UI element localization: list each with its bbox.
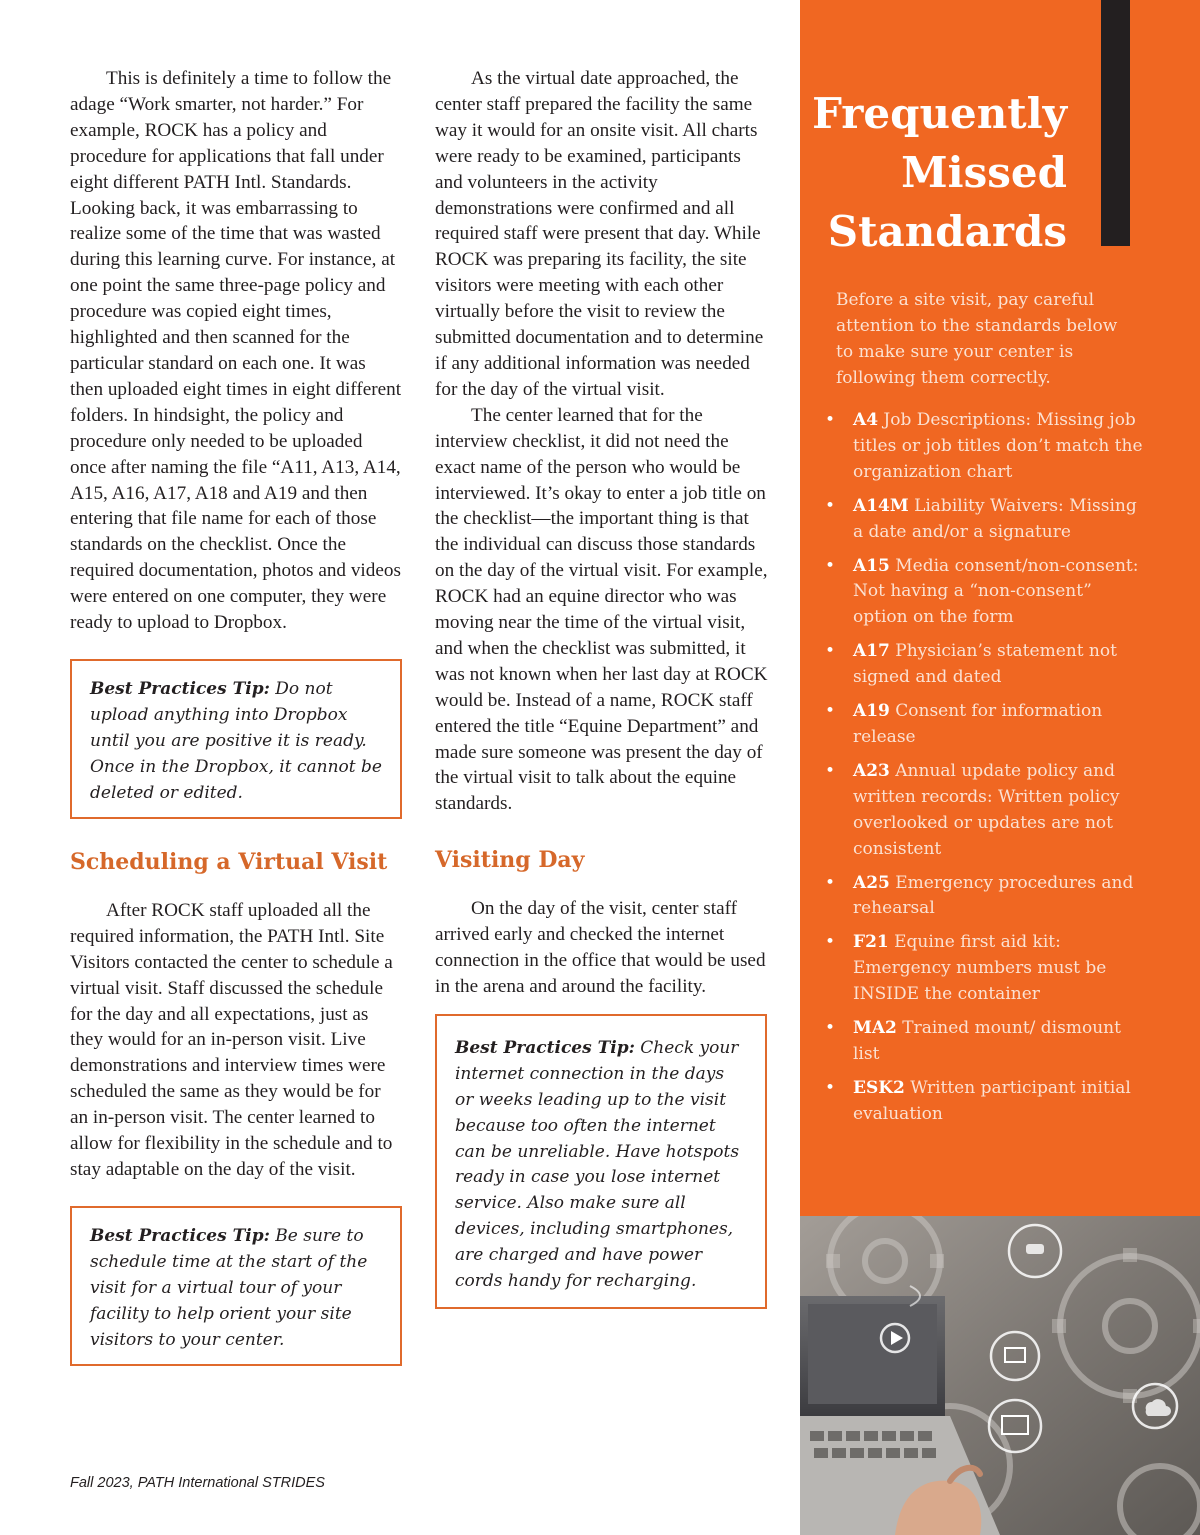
standard-text: Liability Waivers: Missing a date and/or a signature <box>853 495 1137 542</box>
tip-box <box>435 1014 767 1309</box>
standard-code: A19 <box>853 701 890 722</box>
body-paragraph: As the virtual date approached, the center staff prepared the facility the same way it would for an onsite visit. All charts were ready to be examined, participants and volunteers in the activity demonstrations were confirmed and all required staff were present that day. While ROCK was preparing its facility, the site visitors were meeting with each other virtually before the visit to review the submitted documentation and to determine if any additional information was needed for the day of the virtual visit. <box>435 68 764 400</box>
list-item <box>823 554 1143 632</box>
tip-box <box>70 659 402 819</box>
page-footer: Fall 2023, PATH International STRIDES <box>70 1475 325 1491</box>
list-item <box>823 1016 1143 1068</box>
bullet-icon: • <box>825 555 836 576</box>
tip-text: Check your internet connection in the days or weeks leading up to the visit because too often the internet can be unreliable. Have hotspots ready in case you lose internet service. Also make sure all devices, including smartphones, are charged and have power cords handy for recharging. <box>455 1037 740 1292</box>
bullet-icon: • <box>825 495 836 516</box>
standard-text: Media consent/non-consent: Not having a “non-consent” option on the form <box>853 555 1139 628</box>
tip-box <box>70 1206 402 1366</box>
standard-text: Trained mount/ dismount list <box>853 1018 1121 1064</box>
column-left <box>70 66 402 1366</box>
list-item <box>823 408 1143 486</box>
photo-illustration <box>800 1216 1200 1535</box>
bullet-icon: • <box>825 872 836 893</box>
bullet-icon: • <box>825 1077 836 1098</box>
list-item <box>823 639 1143 691</box>
list-item <box>823 1076 1143 1128</box>
laptop-gears-photo <box>800 1216 1200 1535</box>
section-heading: Scheduling a Virtual Visit <box>70 848 388 875</box>
standard-code: A4 <box>853 410 879 430</box>
sidebar-accent-bar <box>1101 0 1130 246</box>
standard-text: Annual update policy and written records: Written policy overlooked or updates are not consistent <box>853 760 1120 859</box>
sidebar-title-line: Missed <box>901 148 1067 197</box>
sidebar-title-line: Standards <box>827 207 1067 256</box>
standards-list <box>823 408 1143 1128</box>
body-paragraph: This is definitely a time to follow the adage “Work smarter, not harder.” For example, ROCK has a policy and procedure for applications that fall under eight different PATH Intl. Standards. Looking back, it was embarrassing to realize some of the time that was wasted during this learning curve. For instance, at one point the same three-page policy and procedure was copied eight times, highlighted and then scanned for the particular standard on each one. It was then uploaded eight times in eight different folders. In hindsight, the policy and procedure only needed to be uploaded once after naming the file “A11, A13, A14, A15, A16, A17, A18 and A19 and then entering that file name for each of those standards on the checklist. Once the required documentation, photos and videos were entered on one computer, they were ready to upload to Dropbox. <box>70 68 402 634</box>
body-paragraph: After ROCK staff uploaded all the required information, the PATH Intl. Site Visitors contacted the center to schedule a virtual visit. Staff discussed the schedule for the day and all expectations, just as they would for an in-person visit. Live demonstrations and interview times were scheduled the same as they would be for an in-person visit. The center learned to allow for flexibility in the schedule and to stay adaptable on the day of the visit. <box>70 899 393 1180</box>
column-middle <box>435 66 768 1309</box>
body-paragraph: The center learned that for the interview checklist, it did not need the exact name of the person who would be interviewed. It’s okay to enter a job title on the checklist—the important thing is that the individual can discuss those standards on the day of the virtual visit. For example, ROCK had an equine director who was moving near the time of the virtual visit, and when the checklist was submitted, it was not known when her last day at ROCK would be. Instead of a name, ROCK staff entered the title “Equine Department” and made sure someone was present the day of the virtual visit to talk about the equine standards. <box>435 404 768 815</box>
standard-code: A17 <box>853 641 890 662</box>
bullet-icon: • <box>825 760 836 781</box>
list-item <box>823 871 1143 923</box>
tip-text: Be sure to schedule time at the start of the visit for a virtual tour of your facility to help orient your site visitors to your center. <box>90 1225 368 1350</box>
standard-code: ESK2 <box>853 1077 905 1098</box>
standard-code: MA2 <box>853 1018 897 1039</box>
standard-code: F21 <box>853 932 889 953</box>
body-paragraph: On the day of the visit, center staff arrived early and checked the internet connection in the office that would be used in the arena and around the facility. <box>435 898 766 997</box>
standard-code: A25 <box>853 872 890 893</box>
standard-code: A15 <box>853 555 890 576</box>
standard-text: Written participant initial evaluation <box>853 1077 1131 1124</box>
standard-code: A23 <box>853 760 890 781</box>
bullet-icon: • <box>825 1018 836 1039</box>
tip-text: Do not upload anything into Dropbox until you are positive it is ready. Once in the Dropbox, it cannot be deleted or edited. <box>90 678 382 803</box>
standard-text: Equine first aid kit: Emergency numbers must be INSIDE the container <box>853 932 1107 1005</box>
list-item <box>823 759 1143 863</box>
standard-text: Emergency procedures and rehearsal <box>853 872 1134 919</box>
standard-text: Consent for information release <box>853 701 1103 747</box>
standard-text: Physician’s statement not signed and dated <box>853 641 1117 688</box>
bullet-icon: • <box>825 932 836 953</box>
sidebar-title-line: Frequently <box>812 89 1067 138</box>
tip-label: Best Practices Tip: <box>455 1037 635 1058</box>
bullet-icon: • <box>825 410 836 430</box>
standard-text: Job Descriptions: Missing job titles or job titles don’t match the organization chart <box>853 410 1143 482</box>
sidebar-title <box>810 84 1067 261</box>
standard-code: A14M <box>853 495 909 516</box>
bullet-icon: • <box>825 701 836 722</box>
bullet-icon: • <box>825 641 836 662</box>
list-item <box>823 930 1143 1008</box>
section-heading: Visiting Day <box>435 847 585 874</box>
tip-label: Best Practices Tip: <box>90 678 270 699</box>
list-item <box>823 494 1143 546</box>
sidebar-intro: Before a site visit, pay careful attention to the standards below to make sure your center is following them correctly. <box>836 290 1118 388</box>
tip-label: Best Practices Tip: <box>90 1225 270 1246</box>
list-item <box>823 699 1143 751</box>
